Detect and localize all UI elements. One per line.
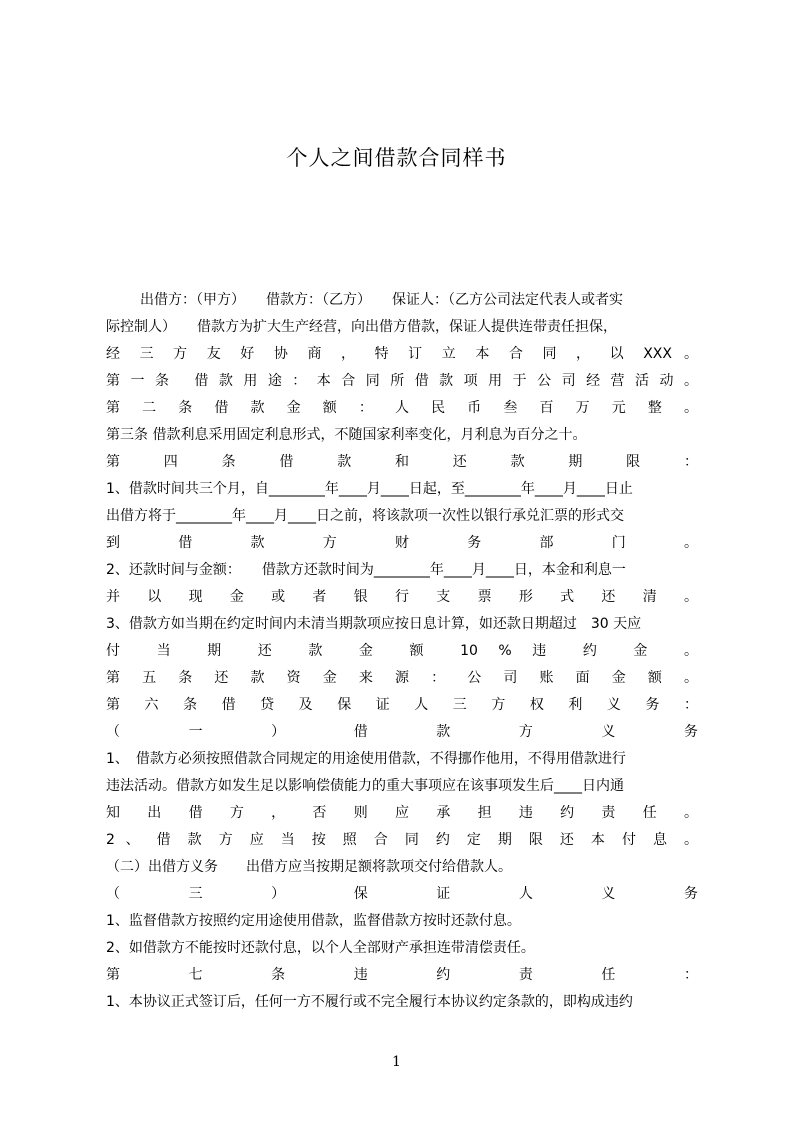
clause-line: 知 出 借 方 ， 否 则 应 承 担 违 约 责 任 。	[106, 805, 698, 821]
subsection-heading: （ 三 ） 保 证 人 义 务	[106, 886, 698, 902]
clause-line: 2、还款时间与金额： 借款方还款时间为________年____月____日，本金和利息一	[106, 562, 626, 578]
clause-line: 1、 借款方必须按照借款合同规定的用途使用借款，不得挪作他用，不得用借款进行	[106, 751, 626, 767]
page-number: 1	[392, 1054, 401, 1070]
article-4-heading: 第 四 条 借 款 和 还 款 期 限 ：	[106, 454, 698, 470]
clause-line: 付 当 期 还 款 金 额 10 % 违 约 金 。	[106, 643, 698, 659]
article-1-heading: 第一条 借款用途：本合同所借款项用于公司经营活动。	[106, 373, 698, 389]
clause-line: 2、如借款方不能按时还款付息，以个人全部财产承担连带清偿责任。	[106, 940, 535, 956]
clause-line: 3、借款方如当期在约定时间内未清当期款项应按日息计算，如还款日期超过 30 天应	[106, 616, 642, 632]
article-6-heading: 第 六 条 借 贷 及 保 证 人 三 方 权 利 义 务 ：	[106, 697, 698, 713]
article-2-heading: 第 二 条 借 款 金 额 ： 人 民 币 叁 百 万 元 整 。	[106, 400, 698, 416]
parties-line: 出借方：（甲方） 借款方：（乙方） 保证人：（乙方公司法定代表人或者实	[140, 292, 623, 308]
clause-line: 出借方将于________年____月____日之前，将该款项一次性以银行承兑汇票的形式交	[106, 508, 624, 524]
article-7-heading: 第 七 条 违 约 责 任 ：	[106, 967, 698, 983]
article-5-heading: 第 五 条 还 款 资 金 来 源 ： 公 司 账 面 金 额 。	[106, 670, 698, 686]
article-3-heading: 第三条 借款利息采用固定利息形式，不随国家利率变化，月利息为百分之十。	[106, 427, 587, 443]
document-title: 个人之间借款合同样书	[286, 146, 507, 170]
clause-line: 并 以 现 金 或 者 银 行 支 票 形 式 还 清 。	[106, 589, 698, 605]
clause-line: 1、监督借款方按照约定用途使用借款，监督借款方按时还款付息。	[106, 913, 521, 929]
clause-line: 2 、 借 款 方 应 当 按 照 合 同 约 定 期 限 还 本 付 息 。	[106, 832, 698, 848]
preamble-line: 经 三 方 友 好 协 商 ， 特 订 立 本 合 同 ， 以 XXX 。	[106, 346, 698, 362]
clause-line: 违法活动。借款方如发生足以影响偿债能力的重大事项应在该事项发生后____日内通	[106, 778, 624, 794]
subsection-heading: （二）出借方义务 出借方应当按期足额将款项交付给借款人。	[106, 859, 512, 875]
clause-line: 到 借 款 方 财 务 部 门 。	[106, 535, 698, 551]
clause-line: 1、借款时间共三个月，自________年____月____日起，至________年____月____日止	[106, 481, 633, 497]
preamble-line: 际控制人） 借款方为扩大生产经营，向出借方借款，保证人提供连带责任担保，	[106, 319, 617, 335]
clause-line: 1、本协议正式签订后，任何一方不履行或不完全履行本协议约定条款的，即构成违约	[106, 994, 633, 1010]
subsection-heading: （ 一 ） 借 款 方 义 务	[106, 724, 698, 740]
